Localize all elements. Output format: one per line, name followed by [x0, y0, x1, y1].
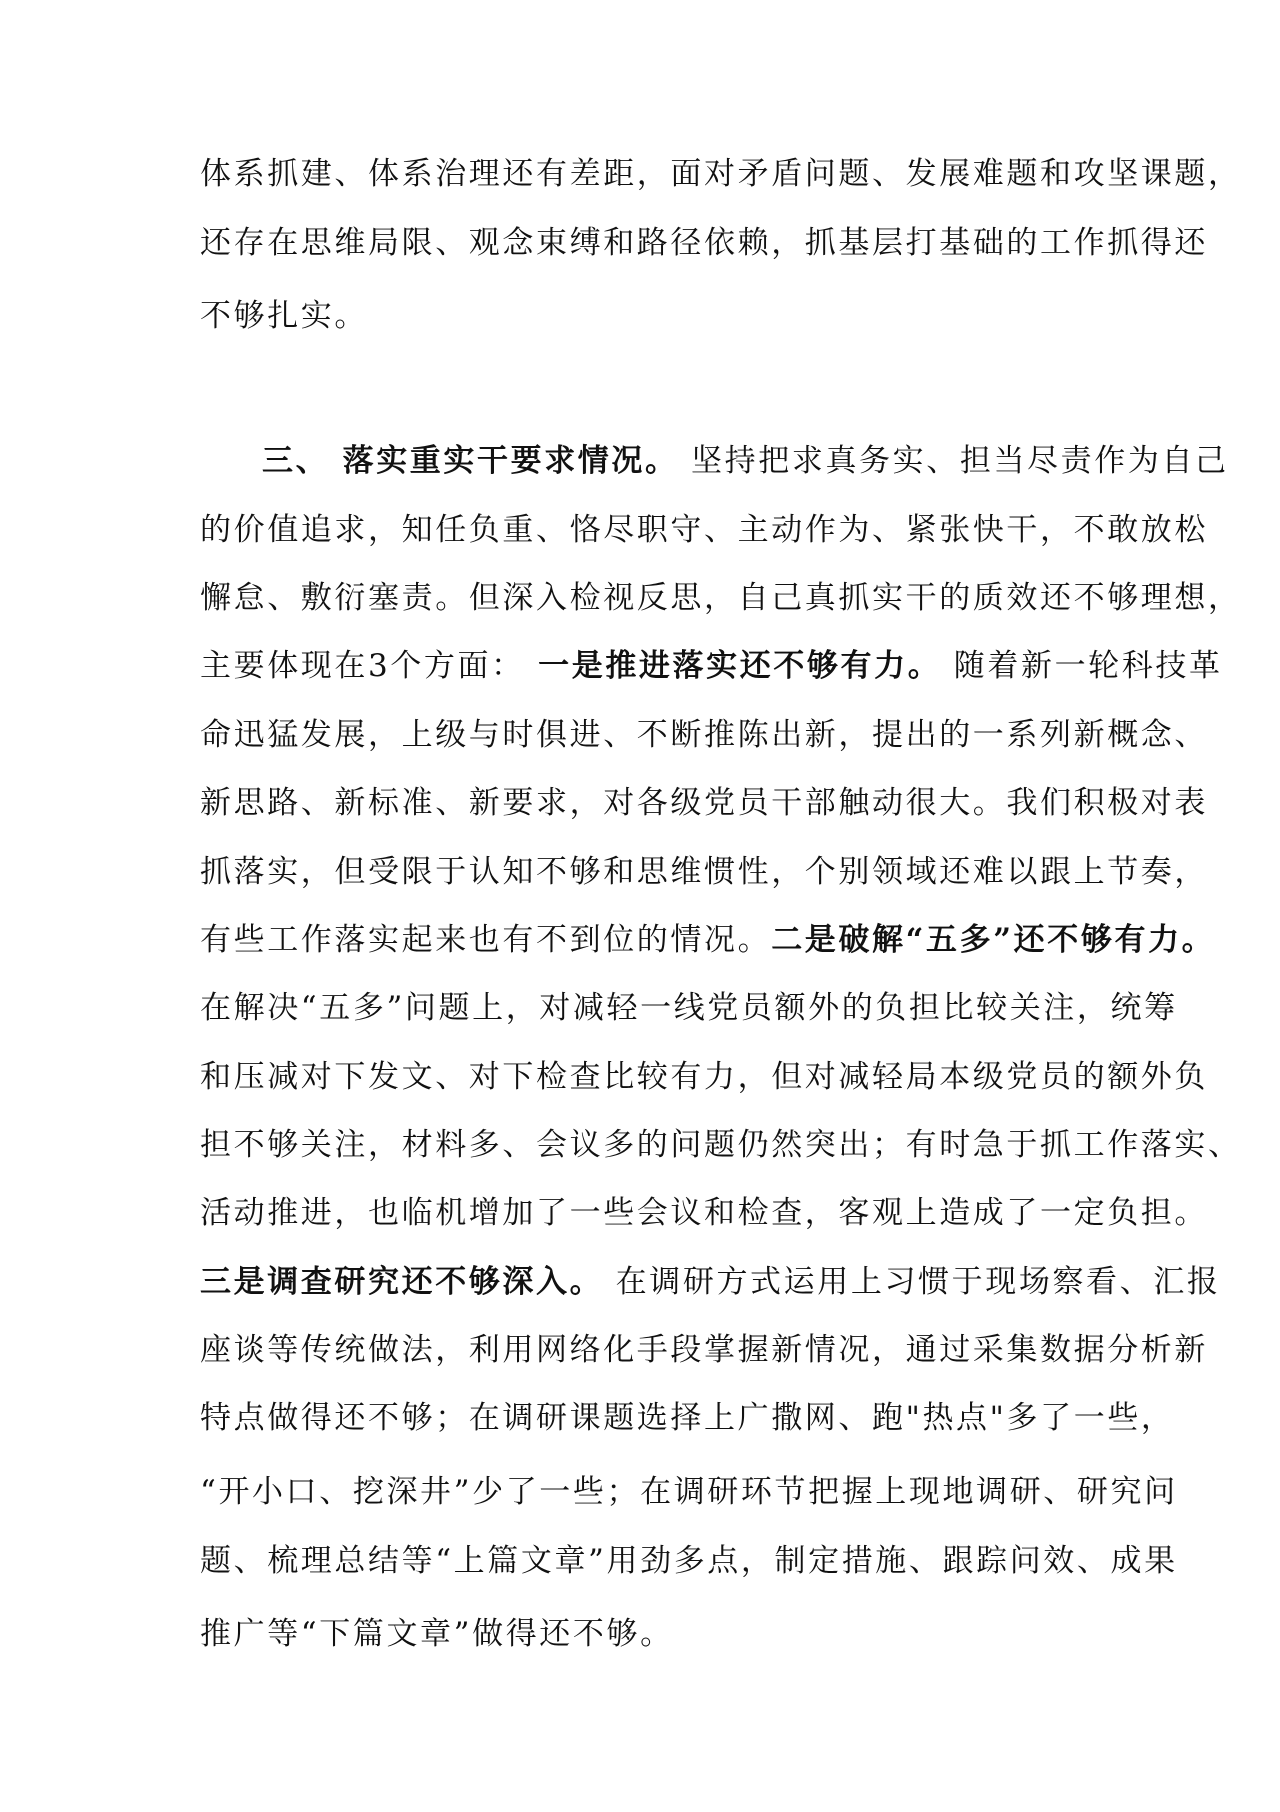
paragraph-1-line-2: 还存在思维局限、观念束缚和路径依赖，抓基层打基础的工作抓得还 — [200, 225, 1208, 261]
point-three-heading: 三是调查研究还不够深入。 — [200, 1264, 604, 1300]
text-run: 有些工作落实起来也有不到位的情况。 — [200, 922, 772, 958]
paragraph-2-line-18: 推广等“下篇文章”做得还不够。 — [200, 1616, 674, 1652]
point-two-heading: 二是破解“五多”还不够有力。 — [771, 922, 1216, 958]
point-one-heading: 一是推进落实还不够有力。 — [524, 648, 942, 684]
paragraph-1-line-1: 体系抓建、体系治理还有差距，面对矛盾问题、发展难题和攻坚课题， — [200, 156, 1242, 192]
section-heading: 三、 落实重实干要求情况。 — [262, 443, 679, 479]
text-run: 主要体现在3个方面： — [200, 648, 525, 684]
paragraph-2-line-2: 的价值追求，知任负重、恪尽职守、主动作为、紧张快干，不敢放松 — [200, 512, 1208, 548]
paragraph-2-line-10: 和压减对下发文、对下检查比较有力，但对减轻局本级党员的额外负 — [200, 1059, 1208, 1095]
paragraph-2-line-1 — [262, 441, 1229, 481]
paragraph-2-line-12: 活动推进，也临机增加了一些会议和检查，客观上造成了一定负担。 — [200, 1195, 1208, 1231]
paragraph-2-line-6: 新思路、新标准、新要求，对各级党员干部触动很大。我们积极对表 — [200, 785, 1208, 821]
paragraph-2-line-16: “开小口、挖深井”少了一些；在调研环节把握上现地调研、研究问 — [200, 1474, 1178, 1510]
paragraph-2-line-13 — [200, 1262, 1221, 1302]
paragraph-2-line-5: 命迅猛发展，上级与时俱进、不断推陈出新，提出的一系列新概念、 — [200, 717, 1208, 753]
paragraph-2-line-7: 抓落实，但受限于认知不够和思维惯性，个别领域还难以跟上节奏， — [200, 854, 1208, 890]
text-run: 坚持把求真务实、担当尽责作为自己 — [678, 443, 1229, 479]
paragraph-2-line-11: 担不够关注，材料多、会议多的问题仍然突出；有时急于抓工作落实、 — [200, 1127, 1242, 1163]
paragraph-2-line-4 — [200, 646, 1223, 686]
text-run: 在调研方式运用上习惯于现场察看、汇报 — [603, 1264, 1221, 1300]
paragraph-1-line-3: 不够扎实。 — [200, 298, 368, 334]
paragraph-2-line-14: 座谈等传统做法，利用网络化手段掌握新情况，通过采集数据分析新 — [200, 1332, 1208, 1368]
paragraph-2-line-3: 懈怠、敷衍塞责。但深入检视反思，自己真抓实干的质效还不够理想， — [200, 580, 1242, 616]
paragraph-2-line-15: 特点做得还不够；在调研课题选择上广撒网、跑"热点"多了一些， — [200, 1400, 1175, 1436]
paragraph-2-line-9: 在解决“五多”问题上，对减轻一线党员额外的负担比较关注，统筹 — [200, 990, 1178, 1026]
paragraph-2-line-17: 题、梳理总结等“上篇文章”用劲多点，制定措施、跟踪问效、成果 — [200, 1543, 1178, 1579]
text-run: 随着新一轮科技革 — [941, 648, 1223, 684]
paragraph-2-line-8 — [200, 920, 1216, 960]
